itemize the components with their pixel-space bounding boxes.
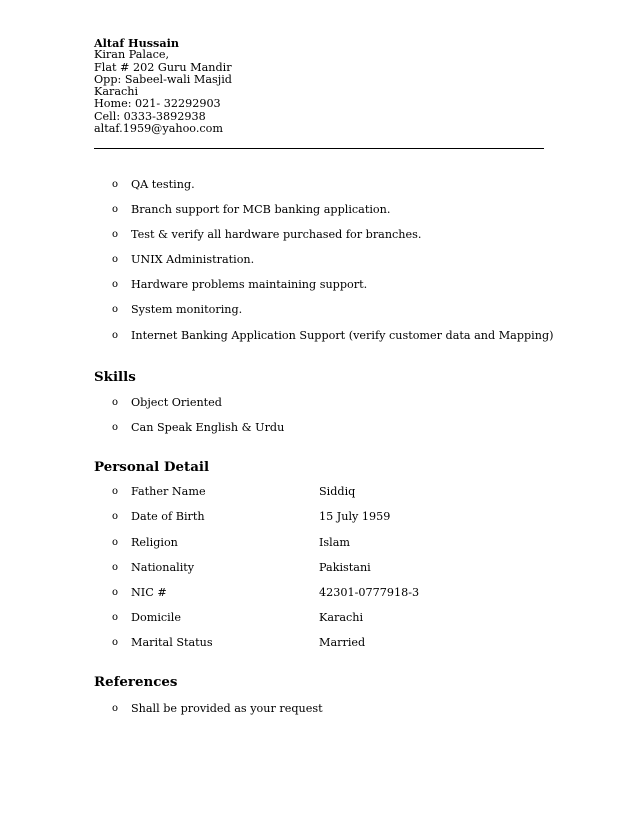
email-address: altaf.1959@yahoo.com [94,122,224,136]
address-line: Flat # 202 Guru Mandir [94,60,232,74]
references-heading: References [94,674,178,690]
bullet-icon: o [112,587,119,598]
detail-value: 15 July 1959 [319,510,391,523]
detail-label: Father Name [131,485,206,498]
detail-value: Karachi [319,611,364,624]
address-line: Kiran Palace, [94,48,170,62]
duty-text: Internet Banking Application Support (verify customer data and Mapping) [131,329,554,342]
cell-phone: Cell: 0333-3892938 [94,109,206,123]
detail-label: Religion [131,536,178,549]
skills-heading: Skills [94,369,136,385]
detail-label: Date of Birth [131,510,205,523]
candidate-name: Altaf Hussain [94,36,179,50]
detail-value: Pakistani [319,561,371,574]
bullet-icon: o [112,422,119,433]
header-divider [94,148,544,149]
detail-value: 42301-0777918-3 [319,586,420,599]
bullet-icon: o [112,304,119,315]
city-line: Karachi [94,85,139,99]
bullet-icon: o [112,330,119,341]
bullet-icon: o [112,397,119,408]
bullet-icon: o [112,612,119,623]
bullet-icon: o [112,562,119,573]
duty-text: System monitoring. [131,303,243,316]
bullet-icon: o [112,637,119,648]
detail-label: Domicile [131,611,181,624]
bullet-icon: o [112,486,119,497]
bullet-icon: o [112,229,119,240]
bullet-icon: o [112,204,119,215]
duty-text: Branch support for MCB banking application. [131,203,391,216]
duty-text: Test & verify all hardware purchased for branches. [131,228,422,241]
bullet-icon: o [112,511,119,522]
address-line: Opp: Sabeel-wali Masjid [94,72,232,86]
detail-value: Siddiq [319,485,356,498]
duty-text: Hardware problems maintaining support. [131,278,368,291]
skill-text: Can Speak English & Urdu [131,421,285,434]
bullet-icon: o [112,537,119,548]
bullet-icon: o [112,703,119,714]
detail-value: Married [319,636,366,649]
detail-label: NIC # [131,586,167,599]
detail-label: Marital Status [131,636,213,649]
contact-block [94,37,232,135]
detail-value: Islam [319,536,351,549]
reference-text: Shall be provided as your request [131,702,323,715]
detail-label: Nationality [131,561,195,574]
duty-text: QA testing. [131,178,195,191]
personal-detail-heading: Personal Detail [94,459,210,475]
bullet-icon: o [112,279,119,290]
duty-text: UNIX Administration. [131,253,255,266]
bullet-icon: o [112,254,119,265]
bullet-icon: o [112,179,119,190]
skill-text: Object Oriented [131,396,222,409]
home-phone: Home: 021- 32292903 [94,97,221,111]
